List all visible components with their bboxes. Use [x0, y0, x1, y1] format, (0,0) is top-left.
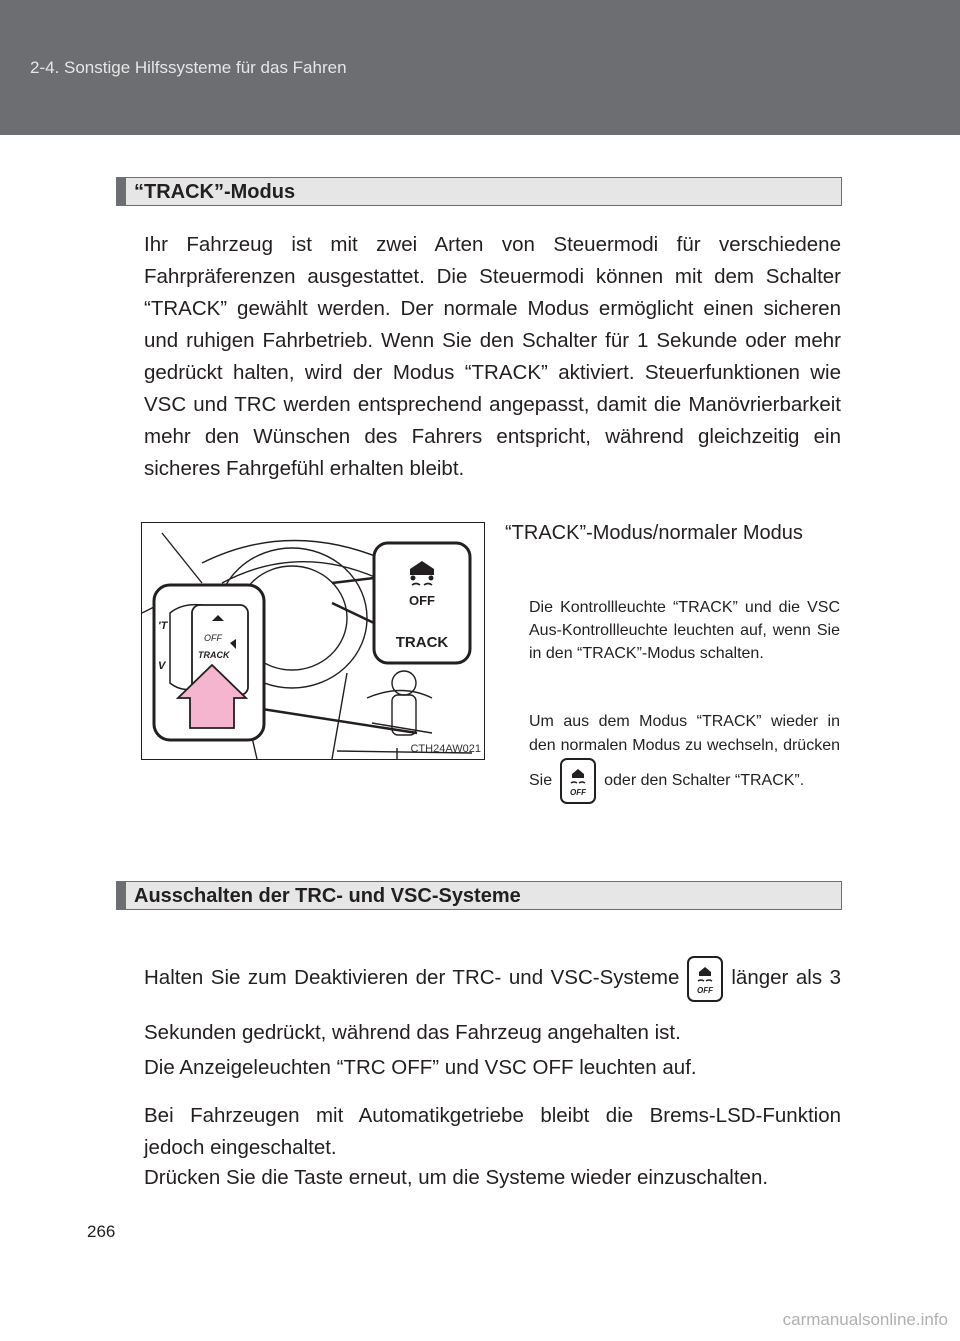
switch-track-label: TRACK: [395, 634, 449, 651]
watermark: carmanualsonline.info: [782, 1310, 948, 1329]
figure-note-indicator: Die Kontrollleuchte “TRACK” und die VSC Aus-Kontrollleuchte leuchten auf, wenn Sie in den “TRACK”-Modus schalten.: [529, 599, 840, 662]
deactivate-paragraph: [144, 950, 841, 1060]
figure-code: CTH24AW021: [410, 743, 481, 755]
figure-note-return-after: oder den Schalter “TRACK”.: [604, 772, 805, 790]
button-icon-label: OFF: [697, 985, 714, 995]
svg-text:'T: 'T: [158, 620, 168, 632]
track-mode-paragraph: Ihr Fahrzeug ist mit zwei Arten von Steuermodi für verschiedene Fahrpräferenzen ausgestattet. Die Steuermodi können mit dem Schalter “TRACK” gewählt werden. Der normale Modus ermöglicht einen sicheren und ruhigen Fahrbetrieb. Wenn Sie den Schalter für 1 Sekunde oder mehr gedrückt halten, wird der Modus “TRACK” aktiviert. Steuerfunktionen wie VSC und TRC werden entsprechend angepasst, damit die Manövrierbarkeit mehr den Wünschen des Fahrers entspricht, während gleichzeitig ein sicheres Fahrgefühl erhalten bleibt.: [144, 233, 841, 480]
vsc-off-button-icon: [560, 758, 596, 804]
svg-text:TRACK: TRACK: [198, 650, 230, 660]
svg-text:OFF: OFF: [204, 633, 222, 643]
figure-note-return-before: Um aus dem Modus “TRACK” wieder in den normalen Modus zu wechseln, drücken Sie: [529, 713, 840, 790]
section-title: Ausschalten der TRC- und VSC-Systeme: [134, 885, 521, 907]
deactivate-after: länger als 3 Sekunden gedrückt, während das Fahrzeug angehalten ist.: [144, 966, 841, 1044]
deactivate-before: Halten Sie zum Deaktivieren der TRC- und VSC-Systeme: [144, 966, 680, 989]
dashboard-drawing: [142, 523, 484, 759]
button-icon-label: OFF: [570, 788, 587, 797]
page-header: [0, 0, 960, 135]
figure-note-return: [529, 710, 840, 804]
reactivate-paragraph: Drücken Sie die Taste erneut, um die Systeme wieder einzuschalten.: [144, 1166, 769, 1189]
section-title: “TRACK”-Modus: [134, 181, 296, 203]
section-accent: [117, 178, 126, 205]
svg-text:V: V: [158, 660, 166, 672]
section-heading-track-mode: [116, 177, 842, 206]
indicator-paragraph: Die Anzeigeleuchten “TRC OFF” und VSC OFF leuchten auf.: [144, 1056, 697, 1079]
automatic-transmission-paragraph: Bei Fahrzeugen mit Automatikgetriebe bleibt die Brems-LSD-Funktion jedoch eingeschaltet.: [144, 1104, 841, 1159]
chapter-title: 2-4. Sonstige Hilfssysteme für das Fahren: [30, 58, 347, 77]
track-switch-illustration: [141, 522, 485, 760]
switch-off-label: OFF: [409, 593, 435, 608]
page-number: 266: [87, 1222, 116, 1241]
vsc-off-button-icon: [687, 956, 723, 1002]
section-heading-trc-vsc-off: [116, 881, 842, 910]
figure-side-title: “TRACK”-Modus/normaler Modus: [505, 522, 803, 544]
section-accent: [117, 882, 126, 909]
